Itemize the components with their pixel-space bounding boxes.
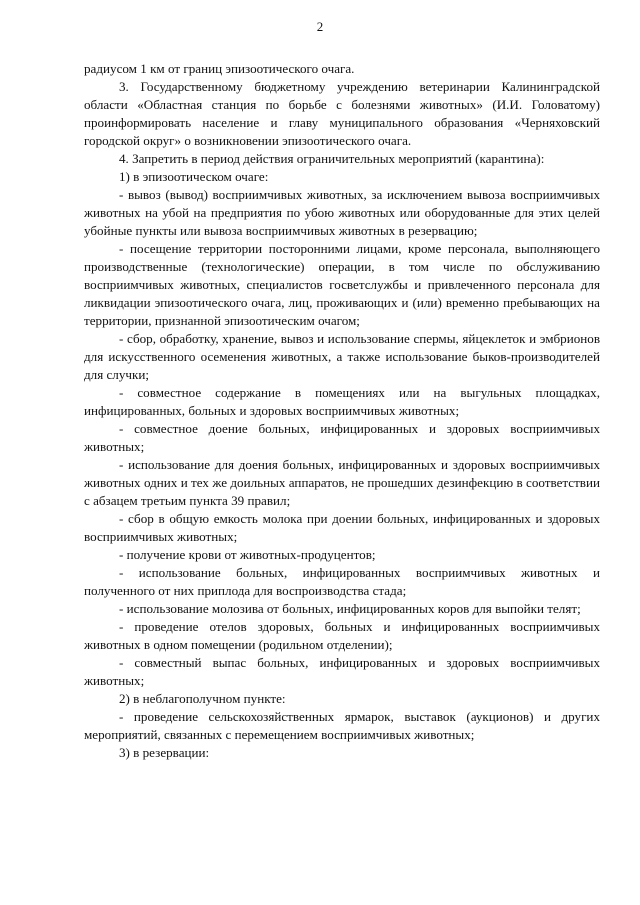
paragraph: 2) в неблагополучном пункте:	[119, 691, 286, 706]
paragraph: 3) в резервации:	[119, 745, 210, 760]
page-number: 2	[316, 19, 324, 34]
paragraph: радиусом 1 км от границ эпизоотического очага.	[84, 61, 355, 76]
paragraph: - сбор, обработку, хранение, вывоз и использование спермы, яйцеклеток и эмбрионов для искусственного осеменения животных, а также использование быков-производителей для случки;	[84, 331, 600, 382]
paragraph: - вывоз (вывод) восприимчивых животных, за исключением вывоза восприимчивых животных на убой на предприятия по убою животных или оборудованные для этих целей убойные пункты или вывоза восприимчивых животных в резервацию;	[84, 187, 600, 238]
paragraph: - использование больных, инфицированных восприимчивых животных и полученного от них приплода для воспроизводства стада;	[84, 565, 600, 598]
paragraph: 3. Государственному бюджетному учреждению ветеринарии Калининградской области «Областная станция по борьбе с болезнями животных» (И.И. Головатому) проинформировать население и главу муниципального образования «Черняховский городской округ» о возникновении эпизоотического очага.	[84, 79, 600, 148]
paragraph: - посещение территории посторонними лицами, кроме персонала, выполняющего производственные (технологические) операции, в том числе по обслуживанию восприимчивых животных, специалистов госветслужбы и привлеченного персонала для ликвидации эпизоотического очага, лиц, проживающих и (или) временно пребывающих на территории, признанной эпизоотическим очагом;	[84, 241, 600, 328]
paragraph: - совместное доение больных, инфицированных и здоровых восприимчивых животных;	[84, 421, 600, 454]
paragraph: - использование для доения больных, инфицированных и здоровых восприимчивых животных одних и тех же доильных аппаратов, не прошедших дезинфекцию в соответствии с абзацем третьим пункта 39 правил;	[84, 457, 600, 508]
paragraph: - проведение отелов здоровых, больных и инфицированных восприимчивых животных в одном помещении (родильном отделении);	[84, 619, 600, 652]
document-body	[84, 60, 600, 762]
paragraph: - сбор в общую емкость молока при доении больных, инфицированных и здоровых восприимчивых животных;	[84, 511, 600, 544]
paragraph: - проведение сельскохозяйственных ярмарок, выставок (аукционов) и других мероприятий, связанных с перемещением восприимчивых животных;	[84, 709, 600, 742]
paragraph: - совместное содержание в помещениях или на выгульных площадках, инфицированных, больных и здоровых восприимчивых животных;	[84, 385, 600, 418]
paragraph: 1) в эпизоотическом очаге:	[119, 169, 269, 184]
paragraph: 4. Запретить в период действия ограничительных мероприятий (карантина):	[119, 151, 545, 166]
paragraph: - использование молозива от больных, инфицированных коров для выпойки телят;	[119, 601, 581, 616]
paragraph: - получение крови от животных-продуцентов;	[119, 547, 376, 562]
paragraph: - совместный выпас больных, инфицированных и здоровых восприимчивых животных;	[84, 655, 600, 688]
